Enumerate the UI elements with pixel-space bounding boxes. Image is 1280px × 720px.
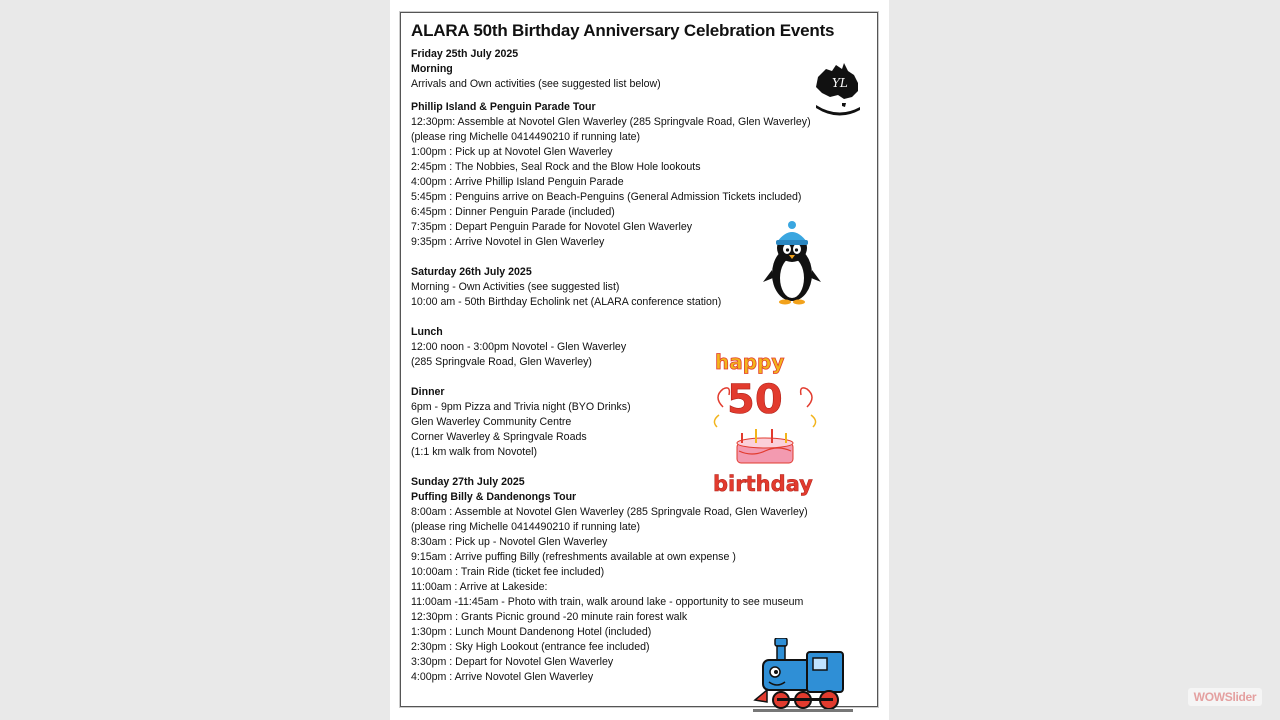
train-icon [753, 638, 853, 713]
lunch-item: 12:00 noon - 3:00pm Novotel - Glen Waverley [411, 341, 627, 353]
sunday-item: 1:30pm : Lunch Mount Dandenong Hotel (included) [411, 626, 652, 638]
wowslider-watermark: WOWSlider [1188, 688, 1262, 706]
sunday-item: 4:00pm : Arrive Novotel Glen Waverley [411, 671, 594, 683]
friday-item: 1:00pm : Pick up at Novotel Glen Waverley [411, 146, 613, 158]
dinner-item: Corner Waverley & Springvale Roads [411, 431, 587, 443]
sunday-item: 2:30pm : Sky High Lookout (entrance fee included) [411, 641, 650, 653]
dinner-item: Glen Waverley Community Centre [411, 416, 572, 428]
sunday-item: 12:30pm : Grants Picnic ground -20 minute rain forest walk [411, 611, 688, 623]
friday-item: 12:30pm: Assemble at Novotel Glen Waverley (285 Springvale Road, Glen Waverley) [411, 116, 811, 128]
saturday-item: Morning - Own Activities (see suggested list) [411, 281, 620, 293]
sunday-item: 8:30am : Pick up - Novotel Glen Waverley [411, 536, 608, 548]
saturday-item: 10:00 am - 50th Birthday Echolink net (ALARA conference station) [411, 296, 722, 308]
saturday-date: Saturday 26th July 2025 [411, 266, 532, 278]
yl-text: YL [832, 76, 848, 90]
sunday-item: 8:00am : Assemble at Novotel Glen Waverley (285 Springvale Road, Glen Waverley) [411, 506, 808, 518]
birthday-number: 50 [727, 377, 783, 423]
event-document [400, 12, 878, 707]
friday-tour-title: Phillip Island & Penguin Parade Tour [411, 101, 596, 113]
sunday-item: (please ring Michelle 0414490210 if running late) [411, 521, 641, 533]
document-title: ALARA 50th Birthday Anniversary Celebration Events [411, 21, 835, 40]
dinner-item: (1:1 km walk from Novotel) [411, 446, 537, 458]
sunday-item: 11:00am -11:45am - Photo with train, walk around lake - opportunity to see museum [411, 596, 804, 608]
sunday-tour-title: Puffing Billy & Dandenongs Tour [411, 491, 577, 503]
lunch-label: Lunch [411, 326, 443, 338]
friday-item: 4:00pm : Arrive Phillip Island Penguin Parade [411, 176, 624, 188]
dinner-label: Dinner [411, 386, 445, 398]
friday-item: 9:35pm : Arrive Novotel in Glen Waverley [411, 236, 605, 248]
birthday-happy-text: happy [715, 350, 785, 374]
friday-item: (please ring Michelle 0414490210 if running late) [411, 131, 641, 143]
sunday-item: 3:30pm : Depart for Novotel Glen Waverley [411, 656, 614, 668]
friday-item: 7:35pm : Depart Penguin Parade for Novotel Glen Waverley [411, 221, 693, 233]
penguin-icon [761, 218, 823, 308]
sunday-item: 11:00am : Arrive at Lakeside: [411, 581, 548, 593]
birthday-text-bottom: birthday [713, 472, 813, 496]
sunday-item: 10:00am : Train Ride (ticket fee included) [411, 566, 605, 578]
australia-yl-logo [812, 59, 864, 119]
lunch-item: (285 Springvale Road, Glen Waverley) [411, 356, 592, 368]
happy-50th-birthday-graphic [709, 347, 821, 499]
friday-morning-text: Arrivals and Own activities (see suggested list below) [411, 78, 661, 90]
friday-item: 5:45pm : Penguins arrive on Beach-Penguins (General Admission Tickets included) [411, 191, 802, 203]
friday-item: 6:45pm : Dinner Penguin Parade (included) [411, 206, 615, 218]
sunday-item: 9:15am : Arrive puffing Billy (refreshments available at own expense ) [411, 551, 736, 563]
sunday-date: Sunday 27th July 2025 [411, 476, 525, 488]
friday-item: 2:45pm : The Nobbies, Seal Rock and the Blow Hole lookouts [411, 161, 701, 173]
friday-morning-label: Morning [411, 63, 453, 75]
dinner-item: 6pm - 9pm Pizza and Trivia night (BYO Drinks) [411, 401, 631, 413]
friday-date: Friday 25th July 2025 [411, 48, 519, 60]
